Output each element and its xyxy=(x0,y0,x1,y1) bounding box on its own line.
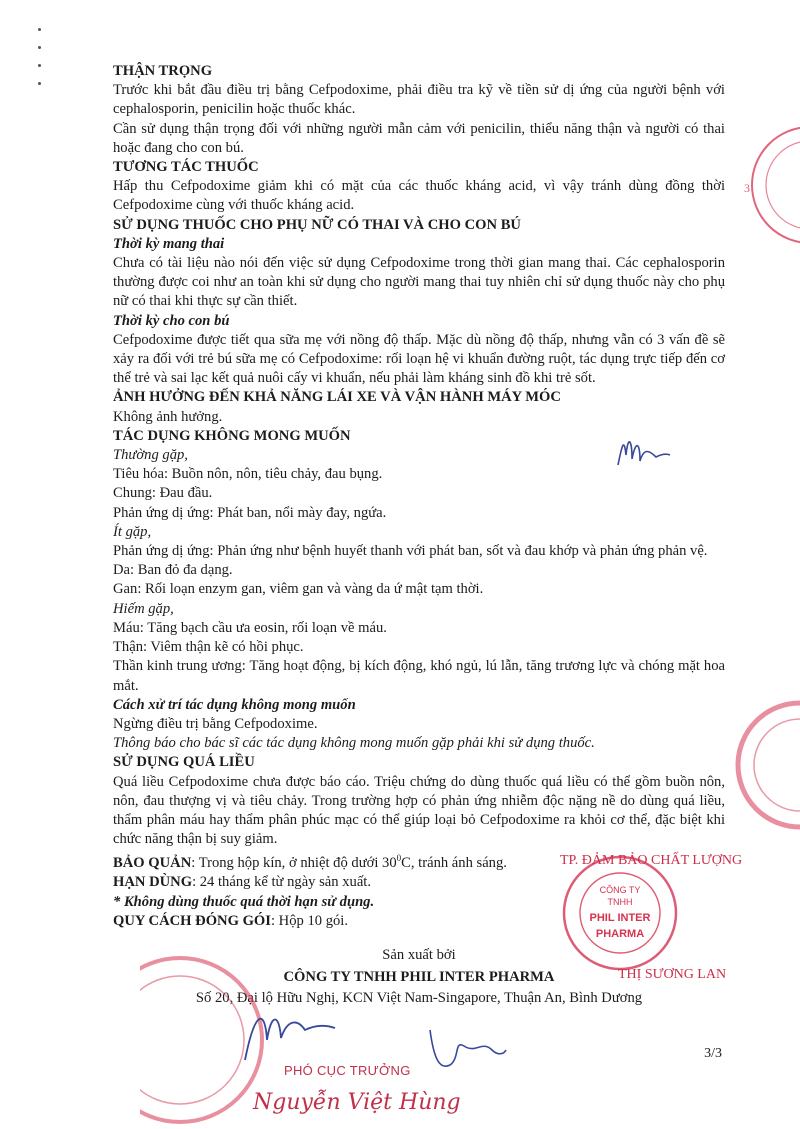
company-name: CÔNG TY TNHH PHIL INTER PHARMA xyxy=(283,969,555,985)
list-item: Máu: Tăng bạch cầu ưa eosin, rối loạn về máu. xyxy=(113,619,387,636)
seal-stamp-right xyxy=(690,700,800,830)
heading-phu-nu: SỬ DỤNG THUỐC CHO PHỤ NỮ CÓ THAI VÀ CHO CON BÚ xyxy=(113,216,521,233)
degree-sup: 0 xyxy=(396,853,402,864)
paragraph: Chưa có tài liệu nào nói đến việc sử dụng Cefpodoxime trong thời gian mang thai. Các cephalosporin thường được coi như an toàn khi sử dụng cho người mang thai tuy nhiên chỉ sử dụng thuốc này cho phụ nữ có thai khi thực sự cần thiết. xyxy=(113,255,725,310)
list-item: Thận: Viêm thận kẽ có hồi phục. xyxy=(113,639,304,656)
list-item: Da: Ban đỏ đa dạng. xyxy=(113,562,233,579)
paragraph: Không ảnh hưởng. xyxy=(113,408,223,425)
list-item: Thần kinh trung ương: Tăng hoạt động, bị kích động, khó ngủ, lú lẫn, tăng trương lực và chóng mặt hoa mắt. xyxy=(113,658,725,694)
list-item: Gan: Rối loạn enzym gan, viêm gan và vàng da ứ mật tạm thời. xyxy=(113,581,484,598)
list-item: Phản ứng dị ứng: Phản ứng như bệnh huyết thanh với phát ban, sốt và đau khớp và phản ứng phản vệ. xyxy=(113,543,708,560)
packaging-text: : Hộp 10 gói. xyxy=(270,912,348,929)
label-rare: Hiếm gặp, xyxy=(113,600,174,617)
seal-stamp-partial xyxy=(730,120,800,250)
packaging-label: QUY CÁCH ĐÓNG GÓI xyxy=(113,912,271,929)
heading-qua-lieu: SỬ DỤNG QUÁ LIỀU xyxy=(113,754,255,771)
list-item: Tiêu hóa: Buồn nôn, nôn, tiêu chảy, đau bụng. xyxy=(113,466,383,483)
notice-text: Thông báo cho bác sĩ các tác dụng không mong muốn gặp phải khi sử dụng thuốc. xyxy=(113,735,595,752)
qa-name: THỊ SƯƠNG LAN xyxy=(618,967,727,982)
seal-line: PHIL INTER xyxy=(589,912,651,924)
qa-title: TP. ĐẢM BẢO CHẤT LƯỢNG xyxy=(560,853,743,868)
seal-line: CÔNG TY xyxy=(599,885,641,895)
subheading-cho-con-bu: Thời kỳ cho con bú xyxy=(113,312,230,329)
seal-line: PHARMA xyxy=(595,928,645,940)
storage-text: : Trong hộp kín, ở nhiệt độ dưới 30 xyxy=(191,855,397,872)
heading-tuong-tac: TƯƠNG TÁC THUỐC xyxy=(113,159,259,176)
list-item: Phản ứng dị ứng: Phát ban, nổi mày đay, ngứa. xyxy=(113,504,387,521)
page-number: 3/3 xyxy=(704,1046,722,1061)
expiry-label: HẠN DÙNG xyxy=(113,874,193,891)
heading-lai-xe: ẢNH HƯỞNG ĐẾN KHẢ NĂNG LÁI XE VÀ VẬN HÀNH MÁY MÓC xyxy=(113,389,561,406)
paragraph: Quá liều Cefpodoxime chưa được báo cáo. Triệu chứng do dùng thuốc quá liều có thể gồm buồn nôn, nôn, đau thượng vị và tiêu chảy. Trong trường hợp có phản ứng nhiễm độc nặng nề do dùng quá liều, thẩm phân máu hay thẩm phân phúc mạc có thể giúp loại bỏ Cefpodoxime ra khỏi cơ thể, đặc biệt khi chức năng thận bị suy giảm. xyxy=(113,773,725,848)
storage-label: BẢO QUẢN xyxy=(113,855,192,872)
reviewer-initials xyxy=(610,425,680,475)
produced-by: Sản xuất bởi xyxy=(382,947,456,963)
deputy-name: Nguyễn Việt Hùng xyxy=(253,1090,461,1115)
paragraph: Hấp thu Cefpodoxime giảm khi có mặt của các thuốc kháng acid, vì vậy tránh dùng đồng thời Cefpodoxime cùng với thuốc kháng acid. xyxy=(113,178,725,214)
paragraph: Ngừng điều trị bằng Cefpodoxime. xyxy=(113,715,318,732)
heading-tac-dung: TÁC DỤNG KHÔNG MONG MUỐN xyxy=(113,427,351,444)
label-common: Thường gặp, xyxy=(113,447,188,464)
subheading-mang-thai: Thời kỳ mang thai xyxy=(113,235,225,252)
paragraph: Cần sử dụng thận trọng đối với những người mẫn cảm với penicilin, thiểu năng thận và người có thai hoặc đang cho con bú. xyxy=(113,120,725,156)
binding-marks xyxy=(30,20,50,100)
expiry-text: : 24 tháng kể từ ngày sản xuất. xyxy=(192,874,372,891)
company-seal xyxy=(545,855,695,975)
svg-text:3: 3 xyxy=(744,181,750,195)
heading-than-trong: THẬN TRỌNG xyxy=(113,63,213,79)
seal-line: TNHH xyxy=(607,897,633,907)
deputy-title: PHÓ CỤC TRƯỞNG xyxy=(284,1063,411,1078)
label-uncommon: Ít gặp, xyxy=(113,523,152,540)
signature-qa xyxy=(420,1010,510,1080)
storage-text-end: C, tránh ánh sáng. xyxy=(401,855,507,872)
warning-text: * Không dùng thuốc quá thời hạn sử dụng. xyxy=(113,893,375,910)
paragraph: Cefpodoxime được tiết qua sữa mẹ với nồng độ thấp. Mặc dù nồng độ thấp, nhưng vẫn có 3 vấn đề sẽ xảy ra đối với trẻ bú sữa mẹ có Cefpodoxime: rối loạn hệ vi khuẩn đường ruột, tác dụng trực tiếp đến cơ thể trẻ và sai lạc kết quả nuôi cấy vi khuẩn, nếu phải làm kháng sinh đồ khi trẻ sốt. xyxy=(113,331,725,387)
subheading-handling: Cách xử trí tác dụng không mong muốn xyxy=(113,696,356,713)
paragraph: Trước khi bắt đầu điều trị bằng Cefpodoxime, phải điều tra kỹ về tiền sử dị ứng của người bệnh với cephalosporin, penicilin hoặc thuốc khác. xyxy=(113,82,725,118)
signature-deputy xyxy=(235,1000,345,1070)
document-body xyxy=(113,62,725,931)
company-address: Số 20, Đại lộ Hữu Nghị, KCN Việt Nam-Singapore, Thuận An, Bình Dương xyxy=(195,990,643,1006)
list-item: Chung: Đau đầu. xyxy=(113,485,213,502)
